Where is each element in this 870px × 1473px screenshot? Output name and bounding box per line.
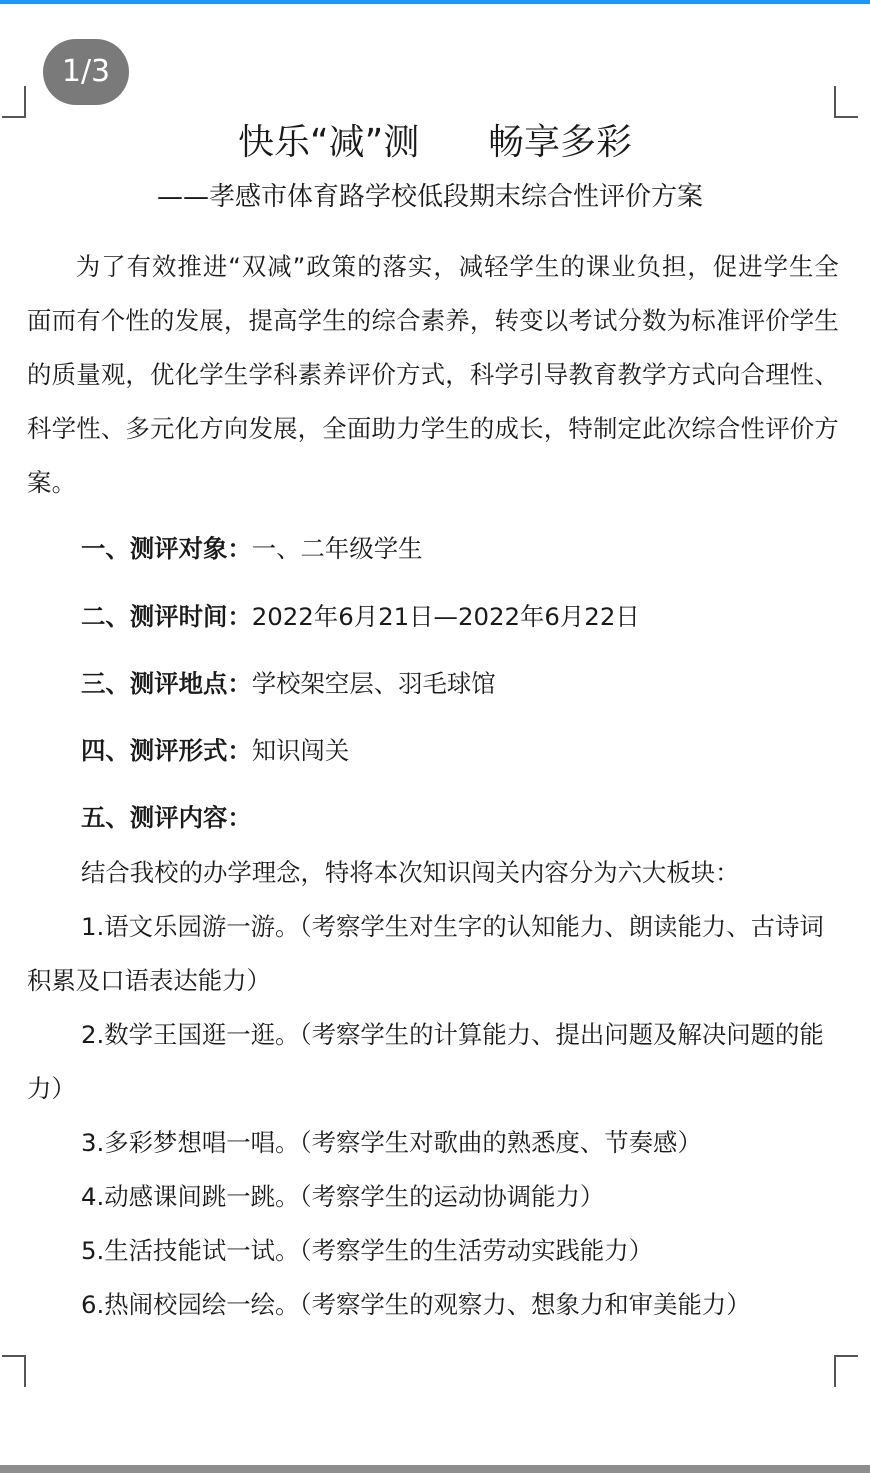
section-location <box>81 657 851 711</box>
bottom-scroll-bar <box>0 1465 870 1473</box>
list-item: 5.生活技能试一试。（考察学生的生活劳动实践能力） <box>81 1236 654 1265</box>
section-label: 二、测评时间： <box>81 602 252 631</box>
list-item: 1.语文乐园游一游。（考察学生对生字的认知能力、朗读能力、古诗词积累及口语表达能力） <box>27 912 824 995</box>
intro-paragraph: 为了有效推进“双减”政策的落实，减轻学生的课业负担，促进学生全面而有个性的发展，提高学生的综合素养，转变以考试分数为标准评价学生的质量观，优化学生学科素养评价方式，科学引导教育教学方式向合理性、科学性、多元化方向发展，全面助力学生的成长，特制定此次综合性评价方案。 <box>27 252 839 497</box>
list-item: 4.动感课间跳一跳。（考察学生的运动协调能力） <box>81 1182 605 1211</box>
crop-mark-bottom-right <box>834 1355 858 1387</box>
section-label: 五、测评内容： <box>81 803 252 832</box>
section-label: 三、测评地点： <box>81 669 252 698</box>
section-value: 一、二年级学生 <box>251 534 423 563</box>
section-content <box>81 791 851 845</box>
section-label: 一、测评对象： <box>81 534 252 563</box>
top-progress-bar <box>0 0 870 4</box>
page-indicator-badge[interactable]: 1/3 <box>43 39 129 105</box>
section-value: 知识闯关 <box>251 736 350 765</box>
section-time <box>81 590 851 644</box>
section-value: 学校架空层、羽毛球馆 <box>251 669 496 698</box>
crop-mark-top-left <box>2 86 26 118</box>
list-item: 3.多彩梦想唱一唱。（考察学生对歌曲的熟悉度、节奏感） <box>81 1128 702 1157</box>
crop-mark-bottom-left <box>2 1355 26 1387</box>
section-value: 2022年6月21日—2022年6月22日 <box>251 602 640 631</box>
document-title: 快乐“减”测 畅享多彩 <box>238 122 632 163</box>
crop-mark-top-right <box>834 86 858 118</box>
list-item: 6.热闹校园绘一绘。（考察学生的观察力、想象力和审美能力） <box>81 1290 751 1319</box>
section-label: 四、测评形式： <box>81 736 252 765</box>
section-target <box>81 522 851 576</box>
document-subtitle: ——孝感市体育路学校低段期末综合性评价方案 <box>156 182 703 212</box>
section-format <box>81 724 851 778</box>
list-item: 2.数学王国逛一逛。（考察学生的计算能力、提出问题及解决问题的能力） <box>27 1020 824 1103</box>
content-intro: 结合我校的办学理念，特将本次知识闯关内容分为六大板块： <box>81 858 740 887</box>
